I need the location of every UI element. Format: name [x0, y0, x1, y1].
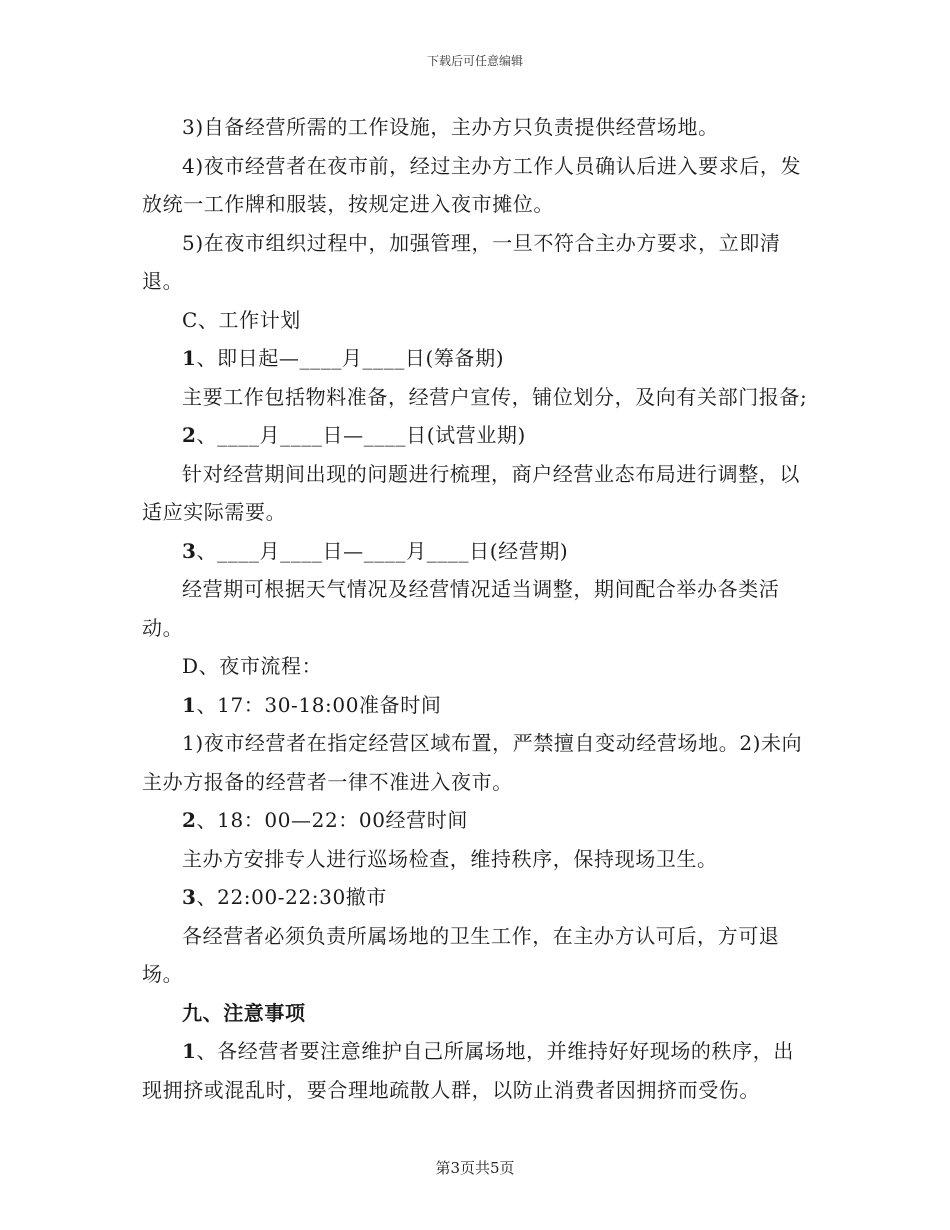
paragraph: [142, 532, 810, 571]
page-header: 下载后可任意编辑: [426, 54, 523, 68]
page-footer: 第3页共5页: [435, 1159, 515, 1177]
paragraph: [142, 647, 810, 686]
paragraph: [142, 686, 810, 725]
paragraph: [142, 570, 810, 647]
paragraph-text: 3)自备经营所需的工作设施，主办方只负责提供经营场地。: [182, 115, 719, 139]
item-number: 3: [182, 538, 197, 563]
paragraph-text: 各经营者必须负责所属场地的卫生工作，在主办方认可后，方可退场。: [142, 923, 780, 986]
paragraph-text: 、22:00-22:30撤市: [196, 885, 387, 909]
paragraph: [142, 378, 810, 417]
paragraph: [142, 917, 810, 994]
paragraph: [142, 416, 810, 455]
paragraph-text: D、夜市流程：: [182, 654, 323, 678]
paragraph-text: 、17：30-18:00准备时间: [196, 692, 442, 717]
paragraph-text: 、各经营者要注意维护自己所属场地，并维持好好现场的秩序，出现拥挤或混乱时，要合理地疏散人群，以防止消费者因拥挤而受伤。: [142, 1039, 794, 1102]
paragraph-text: 、即日起—____月____日(筹备期): [196, 346, 505, 370]
paragraph: [142, 339, 810, 378]
paragraph: [142, 224, 810, 301]
paragraph: [142, 301, 810, 340]
item-number: 1: [182, 346, 197, 370]
paragraph-text: 九、注意事项: [182, 1000, 306, 1025]
paragraph: [142, 878, 810, 917]
item-number: 2: [182, 423, 197, 447]
paragraph-text: 主办方安排专人进行巡场检查，维持秩序，保持现场卫生。: [182, 846, 718, 871]
paragraph-text: 经营期可根据天气情况及经营情况适当调整，期间配合举办各类活动。: [142, 577, 780, 640]
paragraph-text: 针对经营期间出现的问题进行梳理，商户经营业态布局进行调整，以适应实际需要。: [142, 461, 800, 524]
paragraph: [142, 108, 810, 147]
item-number: 1: [182, 1039, 197, 1063]
paragraph-text: 4)夜市经营者在夜市前，经过主办方工作人员确认后进入要求后，发放统一工作牌和服装，按规定进入夜市摊位。: [142, 153, 802, 216]
paragraph-text: 主要工作包括物料准备，经营户宣传，铺位划分，及向有关部门报备;: [182, 384, 808, 409]
paragraph: [142, 724, 810, 801]
paragraph-text: 、____月____日—____月____日(经营期): [196, 538, 569, 563]
paragraph: [142, 1032, 810, 1109]
document-body: [142, 108, 810, 1109]
item-number: 3: [182, 885, 197, 909]
paragraph: [142, 801, 810, 840]
paragraph-text: 、____月____日—____日(试营业期): [196, 423, 526, 447]
section-heading: [142, 994, 810, 1033]
paragraph: [142, 455, 810, 532]
paragraph-text: C、工作计划: [182, 307, 301, 332]
paragraph-text: 5)在夜市组织过程中，加强管理，一旦不符合主办方要求，立即清退。: [142, 230, 781, 293]
item-number: 2: [182, 808, 197, 832]
paragraph: [142, 840, 810, 879]
paragraph: [142, 147, 810, 224]
item-number: 1: [182, 692, 197, 717]
paragraph-text: 、18：00—22：00经营时间: [196, 808, 468, 832]
paragraph-text: 1)夜市经营者在指定经营区域布置，严禁擅自变动经营场地。2)未向主办方报备的经营者一律不准进入夜市。: [142, 731, 803, 794]
